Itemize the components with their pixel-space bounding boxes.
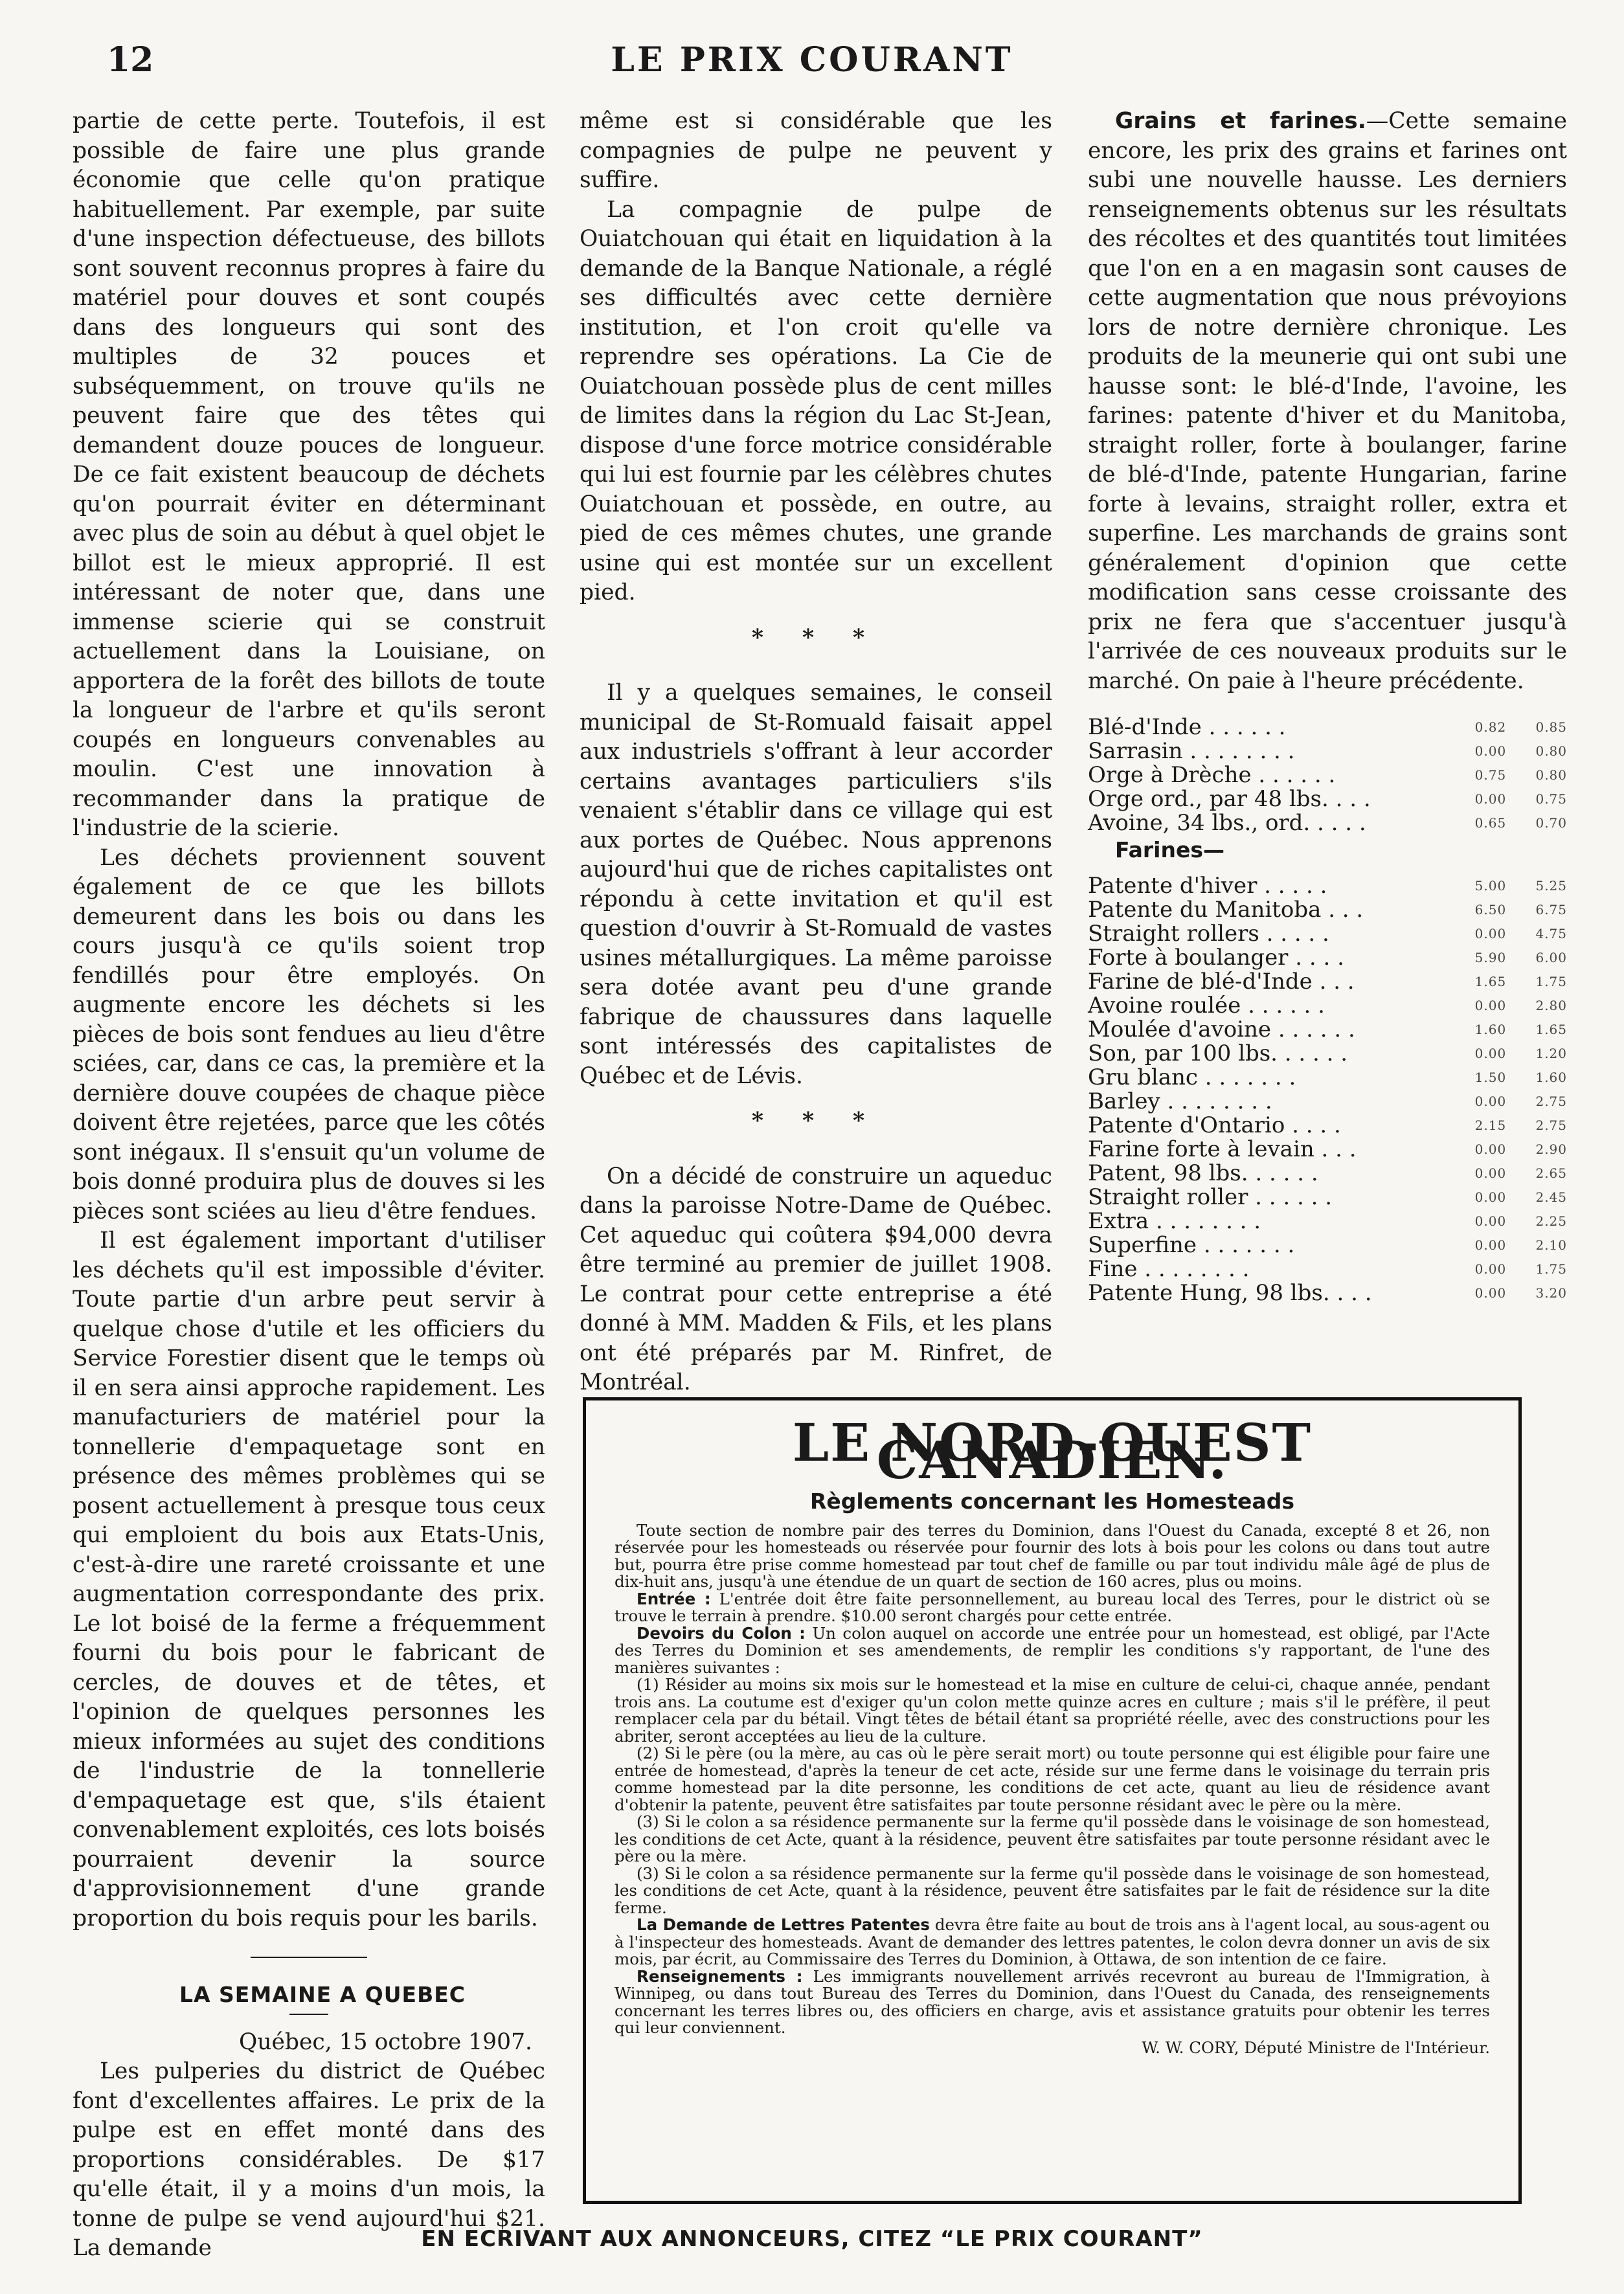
price-row: Forte à boulanger . . . . 5.90 6.00 — [1088, 944, 1567, 971]
ad-subtitle: Règlements concernant les Homesteads — [810, 1489, 1294, 1514]
grain-price-table — [1088, 715, 1567, 835]
ad-label: La Demande de Lettres Patentes — [637, 1915, 930, 1934]
ad-label: Renseignements : — [637, 1966, 803, 1986]
paragraph: Il est également important d'utiliser les déchets qu'il est impossible d'éviter. Toute partie d'un arbre peut servir à quelque chose d'utile et les officiers du Service Forestier disent que le temps où il en sera ainsi approche rapidement. Les manufacturiers de matériel pour la tonnellerie d'empaquetage sont en présence des mêmes problèmes qui se posent actuellement à presque tous ceux qui emploient du bois aux Etats-Unis, c'est-à-dire une rareté croissante et une augmentation correspondante des prix. Le lot boisé de la ferme a fréquemment fourni du bois pour le fabricant de cercles, de douves et de têtes, et l'opinion de quelques personnes les mieux informées au sujet des conditions de l'industrie de la tonnellerie d'empaquetage est que, s'ils étaient convenablement exploités, ces lots boisés pourraient devenir la source d'approvisionnement d'une grande proportion du bois requis pour les barils. — [73, 1228, 545, 1931]
ad-paragraph: Toute section de nombre pair des terres du Dominion, dans l'Ouest du Canada, excepté 8 et 26, non réservée pour les homesteads ou réservée pour fournir des lots à bois pour les colons ou dans tout autre but, pourra être prise comme homestead par tout chef de famille ou par tout individu mâle âgé de plus de dix-huit ans, jusqu'à une étendue de un quart de section de 160 acres, plus ou moins. — [615, 1520, 1490, 1591]
price-row: Straight rollers . . . . . 0.00 4.75 — [1088, 920, 1567, 947]
paragraph: partie de cette perte. Toutefois, il est possible de faire une plus grande économie que celle qu'on pratique habituellement. Par exemple, par suite d'une inspection défectueuse, des billots sont souvent reconnus propres à faire du matériel pour douves et sont coupés dans des longueurs qui sont des multiples de 32 pouces et subséquemment, on trouve qu'ils ne peuvent faire que des têtes qui demandent douze pouces de longueur. De ce fait existent beaucoup de déchets qu'on pourrait éviter en déterminant avec plus de soin au début à quel objet le billot est le mieux approprié. Il est intéressant de noter que, dans une immense scierie qui se construit actuellement dans la Louisiane, on apportera de la forêt des billots de toute la longueur de l'arbre et qu'ils seront coupés en longueurs convenables au moulin. C'est une innovation à recommander dans la pratique de l'industrie de la scierie. — [73, 108, 545, 841]
dateline: Québec, 15 octobre 1907. — [239, 2029, 532, 2055]
section-separator: * * * — [751, 624, 881, 651]
ad-paragraph: La Demande de Lettres Patentes devra être faite au bout de trois ans à l'agent local, au sous-agent ou à l'inspecteur des homesteads. Avant de demander des lettres patentes, le colon devra donner un avis de six mois, par écrit, au Commissaire des Terres du Dominion, à Ottawa, de son intention de ce faire. — [615, 1915, 1490, 1968]
price-row: Extra . . . . . . . . 0.00 2.25 — [1088, 1208, 1567, 1234]
column-2 — [580, 107, 1052, 1398]
page-number: 12 — [107, 40, 154, 80]
ad-paragraph: (3) Si le colon a sa résidence permanente sur la ferme qu'il possède dans le voisinage de son homestead, les conditions de cet Acte, quant à la résidence, peuvent être satisfaites par le fait de résidence sur la dite ferme. — [615, 1863, 1490, 1917]
ad-paragraph: (1) Résider au moins six mois sur le homestead et la mise en culture de celui-ci, chaque année, pendant trois ans. La coutume est d'exiger qu'un colon mette quinze acres en culture ; mais s'il le préfère, il peut remplacer cela par du bétail. Vingt têtes de bétail étant sa propriété réelle, avec des constructions pour les abriter, seront acceptées au lieu de la culture. — [615, 1675, 1490, 1746]
market-report — [1088, 107, 1567, 696]
ad-paragraph: (3) Si le colon a sa résidence permanente sur la ferme qu'il possède dans le voisinage de son homestead, les conditions de cet Acte, quant à la résidence, peuvent être satisfaites par toute personne résidant avec le père ou la mère. — [615, 1812, 1490, 1865]
farines-heading: Farines— — [1115, 837, 1224, 862]
price-row: Farine de blé-d'Inde . . . 1.65 1.75 — [1088, 968, 1567, 995]
paragraph: Les pulperies du district de Québec font d'excellentes affaires. Le prix de la pulpe est en effet monté dans des proportions considérables. De $17 qu'elle était, il y a moins d'un mois, la tonne de pulpe se vend aujourd'hui $21. La demande — [73, 2058, 545, 2261]
price-row: Orge à Drèche . . . . . . 0.75 0.80 — [1088, 762, 1567, 788]
price-row: Fine . . . . . . . . 0.00 1.75 — [1088, 1255, 1567, 1282]
market-text: —Cette semaine encore, les prix des grains et farines ont subi une nouvelle hausse. Les derniers renseignements obtenus sur les résultats des récoltes et des quantités tout limitées que l'on en a en magasin sont causes de cette augmentation que nous prévoyions lors de notre dernière chronique. Les produits de la meunerie qui ont subi une hausse sont: le blé-d'Inde, l'avoine, les farines: patente d'hiver et du Manitoba, straight roller, forte à boulanger, farine de blé-d'Inde, patente Hungarian, farine forte à levains, straight roller, extra et superfine. Les marchands de grains sont généralement d'opinion que cette modification sans cesse croissante des prix ne fera que s'accentuer jusqu'à l'arrivée de ces nouveaux produits sur le marché. On paie à l'heure précédente. — [1088, 108, 1567, 694]
price-row: Moulée d'avoine . . . . . . 1.60 1.65 — [1088, 1016, 1567, 1042]
section-divider — [251, 1957, 367, 1958]
ad-title: LE NORD-OUEST CANADIEN. — [792, 1412, 1313, 1490]
ad-paragraph: (2) Si le père (ou la mère, au cas où le père serait mort) ou toute personne qui est éligible pour faire une entrée de homestead, d'après la teneur de cet acte, réside sur une ferme dans le voisinage du terrain pris comme homestead par la dite personne, les conditions de cet acte, quant au lieu de résidence avant d'obtenir la patente, peuvent être satisfaites par toute personne résidant avec le père ou la mère. — [615, 1744, 1490, 1814]
page-footer: EN ECRIVANT AUX ANNONCEURS, CITEZ “LE PRIX COURANT” — [421, 2226, 1203, 2252]
paragraph: Il y a quelques semaines, le conseil municipal de St-Romuald faisait appel aux industriels s'offrant à leur accorder certains avantages particuliers s'ils venaient s'établir dans ce village qui est aux portes de Québec. Nous apprenons aujourd'hui que de riches capitalistes ont répondu à cette invitation et qu'il est question d'ouvrir à St-Romuald de vastes usines métallurgiques. La même paroisse sera dotée avant peu d'une grande fabrique de chaussures dans laquelle sont intéressés des capitalistes de Québec et de Lévis. — [580, 680, 1052, 1089]
paragraph: La compagnie de pulpe de Ouiatchouan qui était en liquidation à la demande de la Banque Nationale, a réglé ses difficultés avec cette dernière institution, et l'on croit qu'elle va reprendre ses opérations. La Cie de Ouiatchouan possède plus de cent milles de limites dans la région du Lac St-Jean, dispose d'une force motrice considérable qui lui est fournie par les célèbres chutes Ouiatchouan et possède, en outre, au pied de ces mêmes chutes, une grande usine qui est montée sur un excellent pied. — [580, 196, 1052, 605]
price-row: Orge ord., par 48 lbs. . . . 0.00 0.75 — [1088, 786, 1567, 812]
ad-paragraph: Renseignements : Les immigrants nouvellement arrivés recevront au bureau de l'Immigration, à Winnipeg, ou dans tout Bureau des Terres du Dominion, dans l'Ouest du Canada, des renseignements concernant les terres libres ou, des officiers en charge, avis et assistance gratuits pour obtenir les terres qui leur conviennent. — [615, 1966, 1490, 2037]
price-row: Barley . . . . . . . . 0.00 2.75 — [1088, 1088, 1567, 1114]
section-separator: * * * — [751, 1108, 881, 1134]
price-row: Son, par 100 lbs. . . . . . 0.00 1.20 — [1088, 1040, 1567, 1066]
ad-signature: W. W. CORY, Député Ministre de l'Intérieur. — [1142, 2038, 1490, 2057]
market-heading: Grains et farines. — [1115, 108, 1366, 134]
price-row: Avoine roulée . . . . . . 0.00 2.80 — [1088, 992, 1567, 1018]
paragraph: Les déchets proviennent souvent également de ce que les billots demeurent dans les bois ou dans les cours jusqu'à ce qu'ils soient trop fendillés pour être employés. On augmente encore les déchets si les pièces de bois sont fendues au lieu d'être sciées, car, dans ce cas, la première et la dernière douve coupées de chaque pièce doivent être rejetées, parce que les côtés sont inégaux. Il s'ensuit qu'un volume de bois donné produira plus de douves si les pièces sont sciées au lieu d'être fendues. — [73, 844, 545, 1224]
price-row: Avoine, 34 lbs., ord. . . . . 0.65 0.70 — [1088, 810, 1567, 836]
price-row: Farine forte à levain . . . 0.00 2.90 — [1088, 1136, 1567, 1162]
paragraph: On a décidé de construire un aqueduc dans la paroisse Notre-Dame de Québec. Cet aqueduc qui coûtera $94,000 devra être terminé au premier de juillet 1908. Le contrat pour cette entreprise a été donné à MM. Madden & Fils, et les plans ont été préparés par M. Rinfret, de Montréal. — [580, 1163, 1052, 1395]
price-row: Superfine . . . . . . . 0.00 2.10 — [1088, 1231, 1567, 1258]
price-row: Patente du Manitoba . . . 6.50 6.75 — [1088, 896, 1567, 923]
paragraph: même est si considérable que les compagnies de pulpe ne peuvent y suffire. — [580, 108, 1052, 193]
column-1 — [73, 107, 545, 2264]
price-row: Patente Hung, 98 lbs. . . . 0.00 3.20 — [1088, 1279, 1567, 1306]
section-title: LA SEMAINE A QUEBEC — [179, 1982, 466, 2007]
price-row: Patente d'Ontario . . . . 2.15 2.75 — [1088, 1112, 1567, 1138]
homestead-advertisement — [583, 1397, 1522, 2204]
price-row: Sarrasin . . . . . . . . 0.00 0.80 — [1088, 738, 1567, 764]
column-3 — [1088, 107, 1567, 1305]
ad-label: Devoirs du Colon : — [637, 1623, 806, 1643]
price-row: Patent, 98 lbs. . . . . . 0.00 2.65 — [1088, 1160, 1567, 1186]
price-row: Patente d'hiver . . . . . 5.00 5.25 — [1088, 872, 1567, 899]
ad-paragraph: Entrée : L'entrée doit être faite personnellement, au bureau local des Terres, pour le district où se trouve le terrain à prendre. $10.00 seront chargés pour cette entrée. — [615, 1589, 1490, 1625]
ad-paragraph: Devoirs du Colon : Un colon auquel on accorde une entrée pour un homestead, est obligé, par l'Acte des Terres du Dominion et ses amendements, de remplir les conditions s'y rapportant, de l'une des manières suivantes : — [615, 1623, 1490, 1677]
title-underline — [289, 2014, 328, 2015]
journal-title: LE PRIX COURANT — [611, 40, 1013, 80]
price-row: Straight roller . . . . . . 0.00 2.45 — [1088, 1184, 1567, 1210]
flour-price-table — [1088, 874, 1567, 1305]
price-row: Blé-d'Inde . . . . . . 0.82 0.85 — [1088, 714, 1567, 740]
price-row: Gru blanc . . . . . . . 1.50 1.60 — [1088, 1064, 1567, 1090]
ad-label: Entrée : — [637, 1589, 711, 1608]
